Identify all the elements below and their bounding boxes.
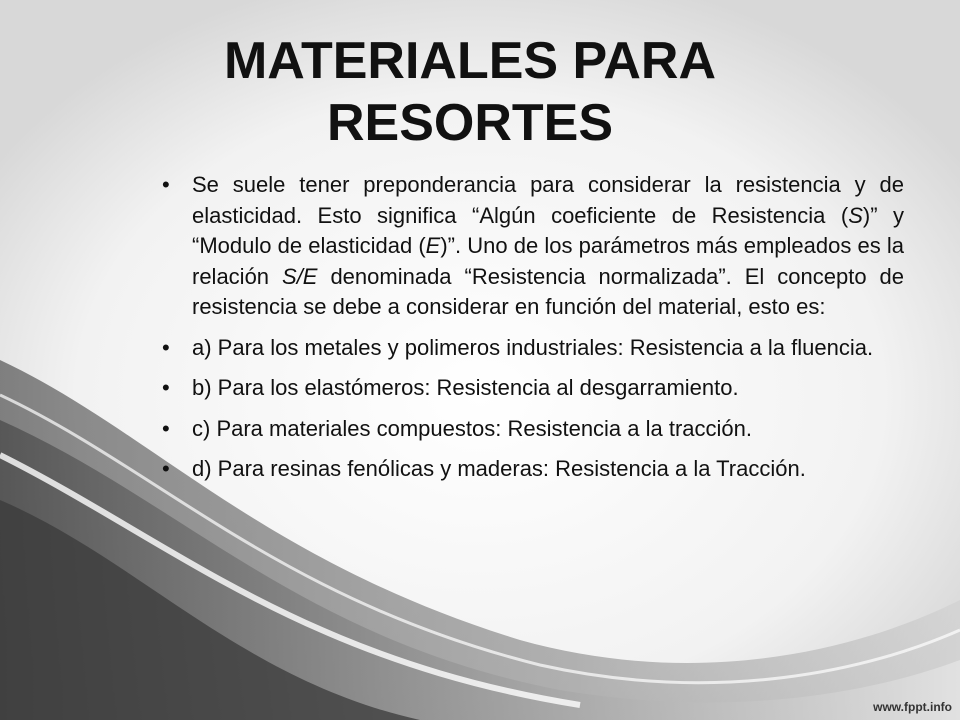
title-line-1: MATERIALES PARA	[223, 32, 717, 90]
bullet-item-4: • c) Para materiales compuestos: Resistencia a la tracción.	[160, 414, 904, 445]
bullet-item-3: • b) Para los elastómeros: Resistencia al desgarramiento.	[160, 373, 904, 404]
footer-url: www.fppt.info	[873, 700, 952, 714]
slide-title	[0, 30, 940, 154]
bullet-item-2: • a) Para los metales y polimeros industriales: Resistencia a la fluencia.	[160, 333, 904, 364]
bullet-item-5: • d) Para resinas fenólicas y maderas: Resistencia a la Tracción.	[160, 454, 904, 485]
title-line-2: RESORTES	[326, 94, 614, 152]
bullet-list	[160, 170, 904, 495]
bullet-item-1: • Se suele tener preponderancia para considerar la resistencia y de elasticidad. Esto significa “Algún coeficiente de Resistencia (S)” y “Modulo de elasticidad (E)”. Uno de los parámetros más empleados es la relación S/E denominada “Resistencia normalizada”. El concepto de resistencia se debe a considerar en función del material, esto es:	[160, 170, 904, 323]
